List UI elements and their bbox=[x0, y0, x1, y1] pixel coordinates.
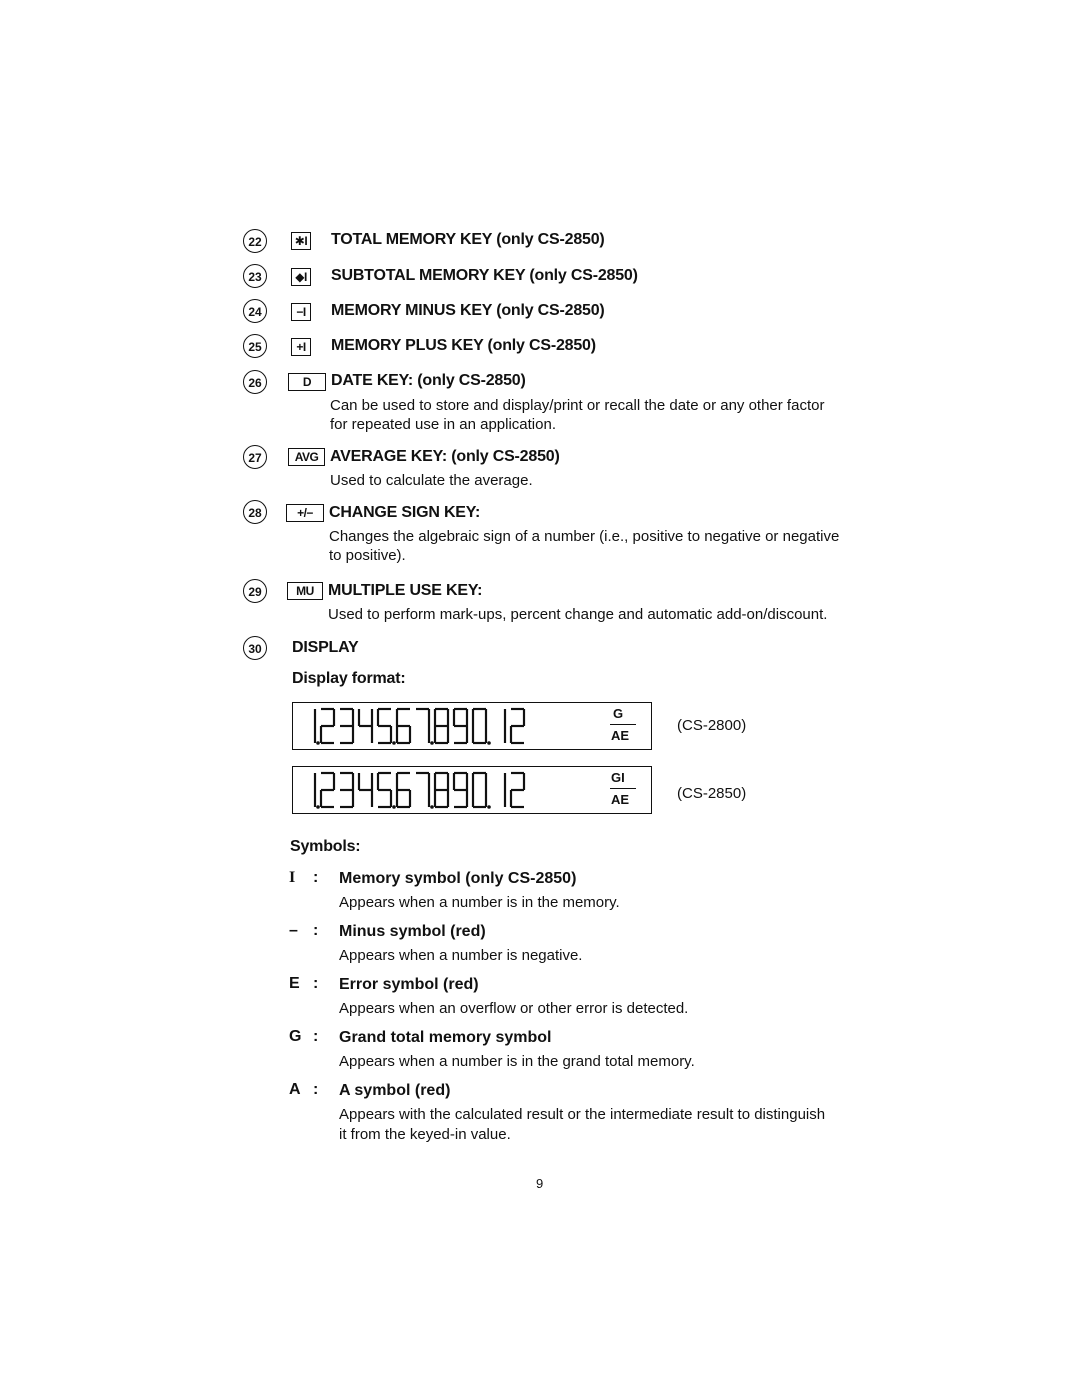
key-description-line: Can be used to store and display/print or recall the date or any other factor bbox=[330, 397, 825, 414]
lcd-digits-graphic bbox=[293, 703, 598, 751]
key-heading: MEMORY MINUS KEY (only CS-2850) bbox=[331, 302, 605, 319]
lcd-display-cs2850 bbox=[292, 766, 652, 814]
lcd-top-symbol: GI bbox=[611, 770, 625, 785]
memory-plus-keycap-icon: +I bbox=[291, 338, 311, 356]
symbol-colon: : bbox=[313, 1028, 319, 1045]
lcd-digits-graphic bbox=[293, 767, 598, 815]
item-number-badge: 22 bbox=[243, 229, 267, 253]
symbol-title: Error symbol (red) bbox=[339, 976, 479, 993]
key-description-line: Used to calculate the average. bbox=[330, 472, 533, 489]
key-description-line: Used to perform mark-ups, percent change and automatic add-on/discount. bbox=[328, 606, 828, 623]
symbol-char: – bbox=[289, 922, 298, 939]
symbols-heading: Symbols: bbox=[290, 838, 361, 855]
display-format-label: Display format: bbox=[292, 670, 406, 687]
subtotal-memory-keycap-icon: ◆I bbox=[291, 268, 311, 286]
key-heading: MEMORY PLUS KEY (only CS-2850) bbox=[331, 337, 596, 354]
lcd-display-cs2800 bbox=[292, 702, 652, 750]
item-number-badge: 30 bbox=[243, 636, 267, 660]
symbol-description-line: it from the keyed-in value. bbox=[339, 1126, 511, 1143]
item-number-badge: 28 bbox=[243, 500, 267, 524]
item-number-badge: 26 bbox=[243, 370, 267, 394]
symbol-colon: : bbox=[313, 922, 319, 939]
lcd-decimal-point bbox=[392, 805, 396, 809]
symbol-char: A bbox=[289, 1081, 301, 1098]
key-description-line: to positive). bbox=[329, 547, 406, 564]
memory-minus-keycap-icon: −I bbox=[291, 303, 311, 321]
key-description-line: Changes the algebraic sign of a number (i.e., positive to negative or negative bbox=[329, 528, 840, 545]
lcd-decimal-point bbox=[430, 805, 434, 809]
lcd-decimal-point bbox=[316, 741, 320, 745]
symbol-title: Grand total memory symbol bbox=[339, 1029, 552, 1046]
date-keycap-icon: D bbox=[288, 373, 326, 391]
lcd-decimal-point bbox=[487, 805, 491, 809]
symbol-description-line: Appears when a number is negative. bbox=[339, 947, 583, 964]
change-sign-keycap-icon: +/− bbox=[286, 504, 324, 522]
symbol-title: Memory symbol (only CS-2850) bbox=[339, 870, 577, 887]
average-keycap-icon: AVG bbox=[288, 448, 325, 466]
lcd-top-symbol: G bbox=[613, 706, 624, 721]
lcd-decimal-point bbox=[392, 741, 396, 745]
symbol-colon: : bbox=[313, 975, 319, 992]
symbol-title: Minus symbol (red) bbox=[339, 923, 486, 940]
symbol-char: I bbox=[289, 869, 296, 886]
key-heading: MULTIPLE USE KEY: bbox=[328, 582, 483, 599]
item-number-badge: 29 bbox=[243, 579, 267, 603]
item-number-badge: 27 bbox=[243, 445, 267, 469]
key-heading: AVERAGE KEY: (only CS-2850) bbox=[330, 448, 560, 465]
item-number-badge: 23 bbox=[243, 264, 267, 288]
key-description-line: for repeated use in an application. bbox=[330, 416, 556, 433]
lcd-decimal-point bbox=[430, 741, 434, 745]
symbol-description-line: Appears when a number is in the grand total memory. bbox=[339, 1053, 695, 1070]
lcd-decimal-point bbox=[487, 741, 491, 745]
total-memory-keycap-icon: ✱I bbox=[291, 232, 311, 250]
lcd-decimal-point bbox=[316, 805, 320, 809]
symbol-colon: : bbox=[313, 1081, 319, 1098]
symbol-title: A symbol (red) bbox=[339, 1082, 451, 1099]
symbol-char: G bbox=[289, 1028, 302, 1045]
lcd-model-label: (CS-2800) bbox=[677, 717, 747, 734]
key-heading: DATE KEY: (only CS-2850) bbox=[331, 372, 526, 389]
key-heading: SUBTOTAL MEMORY KEY (only CS-2850) bbox=[331, 267, 638, 284]
display-heading: DISPLAY bbox=[292, 639, 359, 656]
lcd-symbol-divider bbox=[610, 724, 636, 725]
key-heading: CHANGE SIGN KEY: bbox=[329, 504, 481, 521]
item-number-badge: 25 bbox=[243, 334, 267, 358]
item-number-badge: 24 bbox=[243, 299, 267, 323]
multiple-use-keycap-icon: MU bbox=[287, 582, 323, 600]
key-heading: TOTAL MEMORY KEY (only CS-2850) bbox=[331, 231, 605, 248]
lcd-symbol-divider bbox=[610, 788, 636, 789]
symbol-description-line: Appears when an overflow or other error is detected. bbox=[339, 1000, 689, 1017]
lcd-bottom-symbol: AE bbox=[611, 792, 630, 807]
symbol-char: E bbox=[289, 975, 300, 992]
lcd-model-label: (CS-2850) bbox=[677, 785, 747, 802]
lcd-bottom-symbol: AE bbox=[611, 728, 630, 743]
page-number: 9 bbox=[536, 1176, 544, 1191]
symbol-colon: : bbox=[313, 869, 319, 886]
symbol-description-line: Appears with the calculated result or the intermediate result to distinguish bbox=[339, 1106, 826, 1123]
symbol-description-line: Appears when a number is in the memory. bbox=[339, 894, 620, 911]
